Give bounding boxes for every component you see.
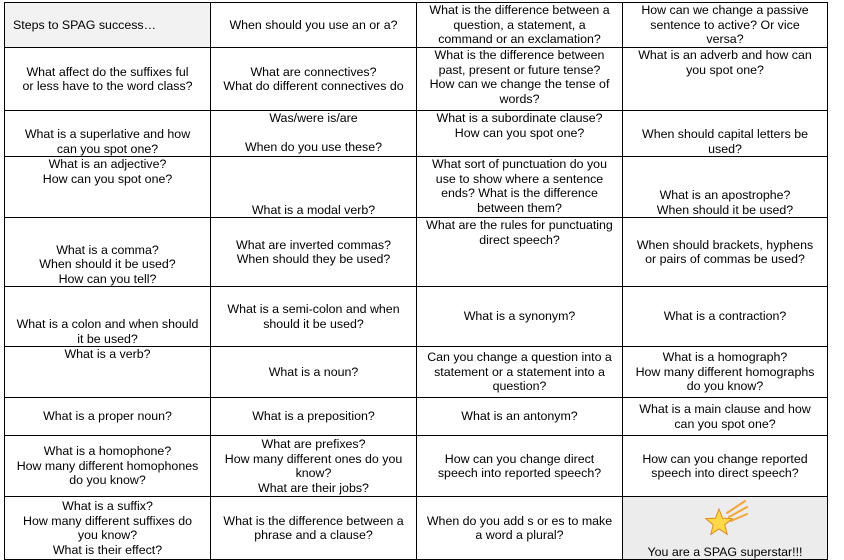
cell-text-line: What is a preposition?	[252, 409, 375, 424]
cell-text-line: know?	[295, 466, 332, 480]
question-cell	[5, 497, 211, 560]
cell-text-line: When should they be used?	[236, 252, 391, 266]
question-cell	[417, 48, 623, 111]
grid-title-cell	[5, 3, 211, 48]
question-cell	[623, 218, 828, 287]
cell-text-line: What is a homograph?	[662, 350, 788, 365]
question-cell	[211, 436, 417, 497]
cell-text-line: What is their effect?	[52, 542, 163, 557]
cell-text-line: command or an exclamation?	[438, 32, 601, 46]
question-cell	[623, 398, 828, 436]
cell-text-line: can you spot one?	[56, 141, 159, 156]
cell-text-line: What are the rules for punctuating	[426, 218, 613, 232]
cell-text-line: How many different homophones	[16, 458, 199, 473]
cell-text-line: What is a semi-colon and when	[227, 302, 400, 316]
grid-row	[5, 48, 828, 111]
cell-text-line: What affect do the suffixes ful	[26, 64, 189, 79]
question-cell	[211, 3, 417, 48]
question-cell	[211, 218, 417, 287]
question-cell	[211, 157, 417, 218]
cell-text-line: or pairs of commas be used?	[645, 252, 805, 266]
question-cell	[211, 287, 417, 347]
cell-text-line: What are their jobs?	[258, 480, 369, 495]
cell-text-line: speech into reported speech?	[437, 466, 602, 480]
cell-text-line: How many different ones do you	[224, 451, 403, 466]
question-cell	[623, 287, 828, 347]
grid-row	[5, 287, 828, 347]
cell-text-line: When should capital letters be	[642, 127, 808, 141]
cell-text-line: What are prefixes?	[261, 437, 366, 451]
question-cell	[5, 436, 211, 497]
cell-text-line: can you spot one?	[674, 416, 776, 431]
cell-text-line: What are inverted commas?	[236, 237, 391, 252]
grid-row	[5, 347, 828, 398]
cell-text-line: How can you change reported	[642, 451, 808, 466]
cell-text-line	[214, 126, 413, 141]
question-cell	[623, 48, 828, 111]
cell-text-line: When should it be used?	[656, 202, 794, 217]
cell-text-line: What is the difference between a	[429, 3, 610, 17]
cell-text-line: How can you spot one?	[454, 125, 585, 140]
cell-text-line: words?	[499, 91, 540, 106]
question-cell	[623, 111, 828, 157]
cell-text-line: versa?	[706, 32, 744, 46]
question-cell	[417, 347, 623, 398]
cell-text-line: question?	[492, 379, 547, 394]
question-cell	[211, 347, 417, 398]
cell-text-line: What is the difference between a	[223, 513, 404, 528]
grid-row	[5, 3, 828, 48]
cell-text-line: past, present or future tense?	[438, 62, 601, 77]
question-cell	[623, 3, 828, 48]
cell-text-line: What is a modal verb?	[251, 202, 376, 217]
cell-text-line: statement or a statement into a	[434, 364, 605, 379]
cell-text-line: When do you add s or es to make	[426, 513, 613, 528]
cell-text-line: Was/were is/are	[269, 111, 358, 125]
cell-text-line: When do you use these?	[244, 140, 383, 154]
cell-text-line: What is a comma?	[56, 242, 159, 257]
cell-text-line: question, a statement, a	[453, 17, 586, 32]
question-cell	[417, 398, 623, 436]
cell-text-line: What is a main clause and how	[639, 402, 811, 416]
question-cell	[5, 398, 211, 436]
cell-text-line: do you know?	[69, 473, 146, 488]
question-cell	[417, 157, 623, 218]
cell-text-line: What is an apostrophe?	[659, 188, 791, 202]
cell-text-line: What is a verb?	[64, 347, 151, 361]
grid-row	[5, 398, 828, 436]
cell-text-line: How can we change the tense of	[429, 77, 610, 91]
cell-text-line: used?	[708, 141, 742, 156]
cell-text-line: ends? What is the difference	[441, 186, 598, 200]
cell-text-line: How can you change direct	[444, 451, 595, 466]
grid-row	[5, 218, 828, 287]
grid-row	[5, 497, 828, 560]
cell-text-line: you know?	[77, 528, 138, 542]
cell-text-line: or less have to the word class?	[22, 79, 193, 93]
question-cell	[5, 157, 211, 218]
question-cell	[5, 347, 211, 398]
question-cell	[211, 111, 417, 157]
cell-text-line: direct speech?	[479, 232, 560, 247]
question-cell	[417, 3, 623, 48]
question-cell	[417, 111, 623, 157]
cell-text-line: How many different suffixes do	[23, 513, 192, 528]
cell-text-line: you spot one?	[686, 62, 764, 77]
cell-text-line: a word a plural?	[475, 528, 564, 542]
question-cell	[211, 497, 417, 560]
cell-text-line: What is an adverb and how can	[638, 48, 812, 62]
grid-row	[5, 111, 828, 157]
cell-text-line: speech into direct speech?	[651, 466, 799, 480]
spag-grid-body	[5, 3, 828, 560]
grid-row	[5, 436, 828, 497]
question-cell	[417, 497, 623, 560]
cell-text-line: What is a noun?	[268, 364, 359, 379]
cell-text-line: What is a synonym?	[463, 309, 576, 324]
cell-text-line: When should brackets, hyphens	[636, 237, 814, 252]
cell-text-line: sentence to active? Or vice	[650, 17, 800, 32]
cell-text-line: should it be used?	[263, 316, 364, 331]
cell-text-line: What is a colon and when should	[16, 317, 199, 331]
cell-text-line: use to show where a sentence	[435, 171, 604, 186]
cell-text-line: What is an antonym?	[461, 409, 578, 424]
grid-row	[5, 157, 828, 218]
cell-text-line: Steps to SPAG success…	[13, 17, 157, 32]
question-cell	[623, 436, 828, 497]
cell-text-line: What is a suffix?	[62, 499, 153, 513]
question-cell	[211, 398, 417, 436]
cell-text-line: How can you spot one?	[42, 171, 173, 186]
cell-text-line: What is a contraction?	[663, 309, 787, 324]
question-cell	[623, 347, 828, 398]
cell-text-line: between them?	[477, 200, 562, 215]
cell-text-line: it be used?	[77, 331, 138, 346]
cell-text-line: do you know?	[686, 379, 764, 394]
cell-text-line: What is the difference between	[434, 48, 605, 62]
cell-text-line: phrase and a clause?	[254, 528, 373, 542]
question-cell	[211, 48, 417, 111]
cell-text-line: What is a subordinate clause?	[436, 111, 603, 125]
superstar-cell	[623, 497, 828, 560]
question-cell	[417, 287, 623, 347]
question-cell	[417, 436, 623, 497]
question-cell	[417, 218, 623, 287]
cell-text-line: What do different connectives do	[223, 79, 404, 93]
cell-text-line: What is an adjective?	[48, 157, 167, 171]
question-cell	[623, 157, 828, 218]
cell-text-line: Can you change a question into a	[427, 350, 612, 365]
spag-grid	[4, 2, 828, 560]
cell-text-line: What is a superlative and how	[24, 127, 191, 141]
shooting-star-icon	[701, 499, 749, 539]
cell-text-line: How many different homographs	[635, 364, 815, 379]
cell-text-line: When should it be used?	[39, 257, 176, 271]
question-cell	[5, 48, 211, 111]
cell-text-line: How can you tell?	[58, 271, 157, 286]
cell-text-line: How can we change a passive	[641, 3, 809, 17]
cell-text-line: What is a homophone?	[43, 444, 172, 459]
cell-text-line: What are connectives?	[250, 64, 377, 79]
cell-text-line: When should you use an or a?	[229, 17, 398, 32]
question-cell	[5, 218, 211, 287]
cell-text-line: What sort of punctuation do you	[432, 157, 607, 171]
question-cell	[5, 287, 211, 347]
cell-text-line: You are a SPAG superstar!!!	[647, 544, 803, 559]
cell-text-line: What is a proper noun?	[43, 409, 172, 424]
question-cell	[5, 111, 211, 157]
